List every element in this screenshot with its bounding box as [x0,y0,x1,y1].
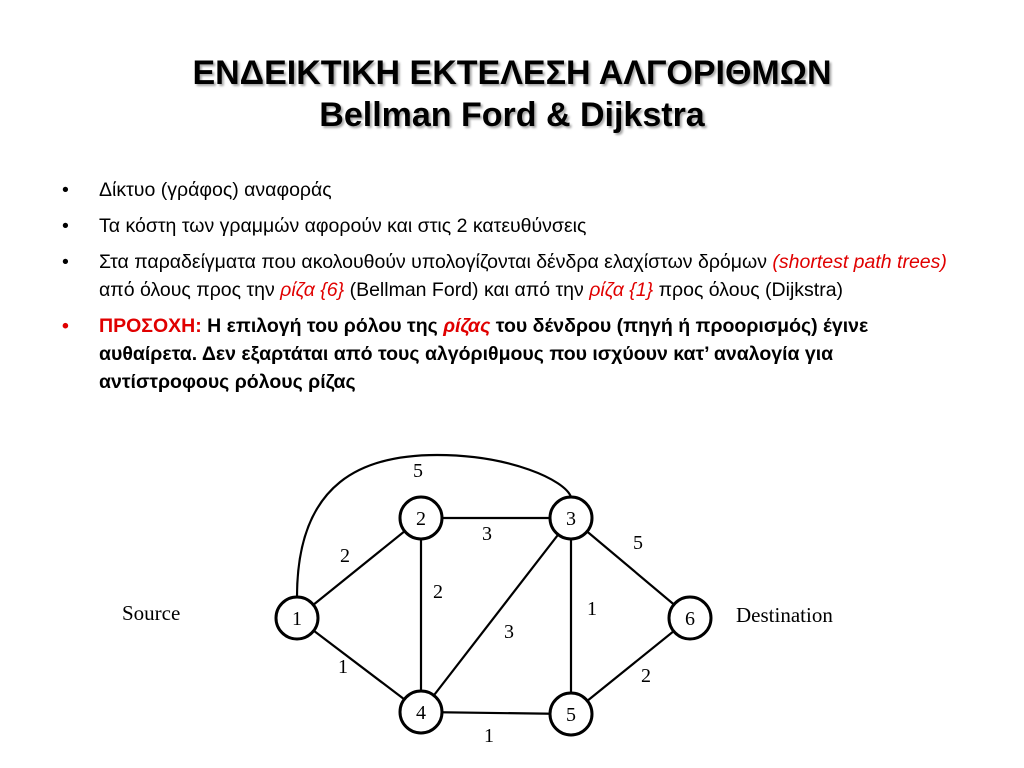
edge-1-4 [297,618,421,712]
bullet-text: Στα παραδείγματα που ακολουθούν υπολογίζονται δένδρα ελαχίστων δρόμων [99,251,773,273]
edge-1-2 [297,518,421,618]
slide-title-line1: ΕΝΔΕΙΚΤΙΚΗ ΕΚΤΕΛΕΣΗ ΑΛΓΟΡΙΘΜΩΝ [192,54,832,92]
edge-5-6 [571,618,690,714]
bullet-text: Τα κόστη των γραμμών αφορούν και στις 2 κατευθύνσεις [99,215,587,237]
bullet-text: από όλους προς την [99,279,281,301]
bullet-bidirectional-costs [62,212,962,240]
edge-4-5 [421,712,571,714]
root-1-term: ρίζα {1} [589,279,654,301]
edge-cost-label: 3 [482,523,492,545]
bullet-text: του δένδρου (πηγή ή προορισμός) έγινε αυθαίρετα. Δεν εξαρτάται από τους αλγόριθμους που ισχύουν κατ’ αναλογία για αντίστροφους ρόλους ρίζας [99,315,869,393]
bullet-reference-network [62,176,962,204]
graph-node-label: 1 [292,608,302,630]
bullet-text: Η επιλογή του ρόλου της [201,315,444,337]
edge-cost-label: 3 [504,621,514,643]
shortest-path-trees-term: (shortest path trees) [772,251,947,273]
edge-cost-label: 5 [633,532,643,554]
bullet-shortest-path-trees [62,248,962,304]
graph-node-label: 6 [685,608,695,630]
edge-cost-label: 2 [433,581,443,603]
bullet-list [62,176,962,404]
slide-title [0,52,1024,136]
graph-node-label: 5 [566,704,576,726]
bullet-text: (Bellman Ford) και από την [344,279,590,301]
bullet-attention [62,312,962,396]
edge-cost-label: 1 [484,725,494,747]
bullet-text: προς όλους (Dijkstra) [653,279,844,301]
network-graph [100,440,880,768]
slide-title-line2: Bellman Ford & Dijkstra [319,96,705,134]
destination-label: Destination [736,603,833,627]
edge-cost-label: 2 [340,545,350,567]
edge-cost-label: 1 [587,598,597,620]
network-graph-svg [100,440,880,768]
graph-node-label: 4 [416,702,426,724]
edge-3-4 [421,518,571,712]
root-6-term: ρίζα {6} [280,279,345,301]
bullet-text: Δίκτυο (γράφος) αναφοράς [99,179,332,201]
edge-cost-label: 5 [413,460,423,482]
graph-node-label: 2 [416,508,426,530]
edge-cost-label: 2 [641,665,651,687]
source-label: Source [122,601,181,625]
root-term: ρίζας [443,315,491,337]
edge-cost-label: 1 [338,656,348,678]
graph-node-label: 3 [566,508,576,530]
attention-label: ΠΡΟΣΟΧΗ: [99,315,202,337]
